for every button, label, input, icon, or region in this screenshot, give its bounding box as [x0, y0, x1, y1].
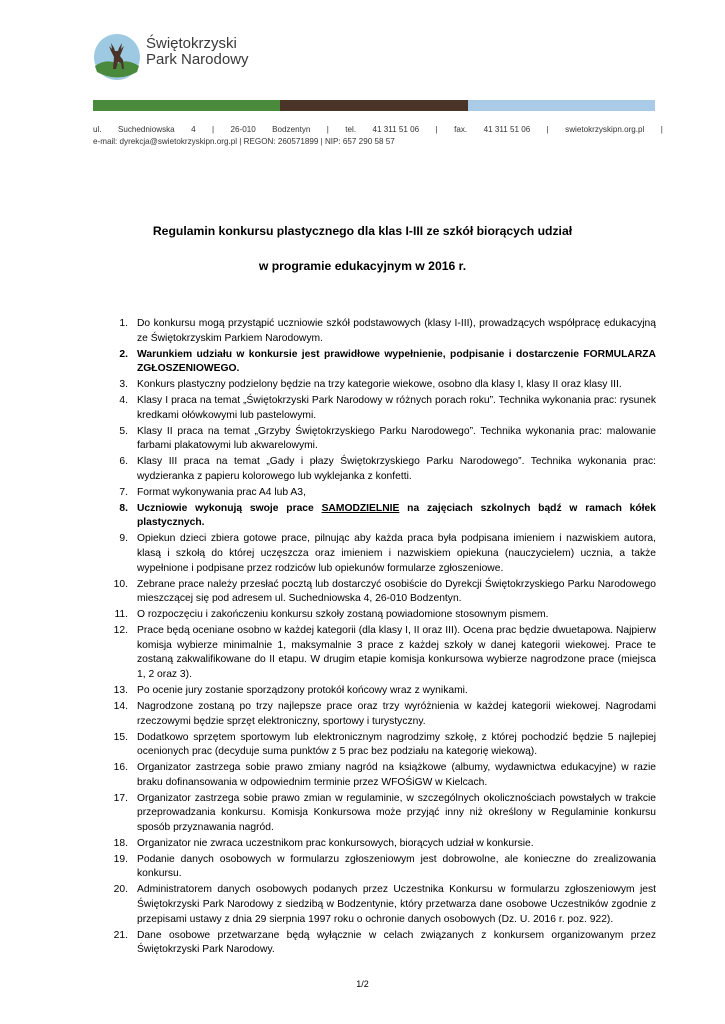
rule-text: Podanie danych osobowych w formularzu zgłoszeniowym jest dobrowolne, ale konieczne do zrealizowania konkursu.	[137, 853, 656, 880]
rule-number: 14.	[113, 700, 128, 712]
logo-wordmark	[146, 36, 249, 68]
document-title-line1: Regulamin konkursu plastycznego dla klas I-III ze szkół biorących udział	[152, 224, 573, 238]
rule-text: Klasy II praca na temat „Grzyby Świętokrzyskiego Parku Narodowego”. Technika wykonania prac: malowanie farbami plakatowymi lub akwarelowymi.	[137, 425, 656, 452]
rule-item	[110, 883, 656, 927]
rule-text: Organizator zastrzega sobie prawo zmian w regulaminie, w szczególnych okolicznościach powstałych w trakcie przeprowadzania konkursu. Komisja Konkursowa może przyjąć inny niż określony w Regulaminie konkursu sposób przyznawania nagród.	[137, 792, 656, 833]
document-title-line2: w programie edukacyjnym w 2016 r.	[258, 259, 467, 273]
color-bar-green	[93, 100, 280, 111]
address-part: Suchedniowska	[117, 125, 175, 134]
rule-text: Zebrane prace należy przesłać pocztą lub dostarczyć osobiście do Dyrekcji Świętokrzyskiego Parku Narodowego mieszczącej się pod adresem ul. Suchedniowska 4, 26-010 Bodzentyn.	[137, 578, 656, 605]
rule-text: Klasy I praca na temat „Świętokrzyski Park Narodowy w różnych porach roku”. Technika wykonania prac: rysunek kredkami ołówkowymi lub pastelowymi.	[137, 395, 656, 421]
rule-number: 12.	[113, 625, 128, 637]
rule-text: Dodatkowo sprzętem sportowym lub elektronicznym nagrodzimy szkołę, z której pochodzić będzie 5 najlepiej ocenionych prac (decyduje suma punktów z 5 prac bez podziału na kategorię wiekową).	[137, 731, 656, 758]
logo-line2: Park Narodowy	[146, 51, 249, 68]
color-bar-brown	[280, 100, 468, 111]
rule-number: 7.	[119, 486, 128, 498]
rule-text: Opiekun dzieci zbiera gotowe prace, pilnując aby każda praca była podpisana imieniem i nazwiskiem autora, klasą i szkołą do której uczęszcza oraz imieniem i nazwiskiem opiekuna (nauczycielem) ucznia, a także wypełnione i podpisane przez rodziców lub opiekunów formularze zgłoszeniowe.	[137, 533, 656, 574]
rule-number: 5.	[119, 425, 128, 437]
contact-address	[93, 124, 663, 147]
rule-item	[110, 532, 656, 576]
address-part: Bodzentyn	[272, 125, 311, 134]
rule-text: Warunkiem udziału w konkursie jest prawidłowe wypełnienie, podpisanie i dostarczenie FORMULARZA ZGŁOSZENIOWEGO.	[137, 348, 656, 375]
rule-text: Organizator zastrzega sobie prawo zmiany nagród na książkowe (albumy, wydawnictwa edukacyjne) w razie braku dofinansowania w odpowiednim terminie przez WFOŚiGW w Kielcach.	[137, 762, 656, 788]
park-logo	[93, 33, 253, 83]
rule-number: 8.	[119, 502, 128, 514]
rule-item	[110, 317, 656, 346]
rule-text: Dane osobowe przetwarzane będą wyłącznie w celach związanych z konkursem organizowanym przez Świętokrzyski Park Narodowy.	[137, 929, 656, 956]
address-part: 41 311 51 06	[483, 125, 531, 134]
logo-line1: Świętokrzyski	[146, 35, 237, 52]
rule-item	[110, 929, 656, 958]
rule-item	[110, 578, 656, 607]
address-part: |	[435, 125, 438, 134]
rule-item	[110, 608, 656, 623]
rule-number: 10.	[113, 578, 128, 590]
rule-item	[110, 378, 656, 393]
rule-item	[110, 455, 656, 484]
rule-item	[110, 837, 656, 852]
rule-number: 19.	[113, 853, 128, 865]
deer-logo-icon	[93, 33, 141, 81]
rule-item	[110, 792, 656, 836]
rules-list	[110, 317, 656, 959]
rule-text: Administratorem danych osobowych podanych przez Uczestnika Konkursu w formularzu zgłoszeniowym jest Świętokrzyski Park Narodowy z siedzibą w Bodzentynie, który przetwarza dane osobowe Uczestników zgodnie z przepisami ustawy z dnia 29 sierpnia 1997 roku o ochronie danych osobowych (Dz. U. 2016 r. poz. 922).	[137, 884, 656, 925]
rule-item	[110, 502, 656, 531]
rule-text: Nagrodzone zostaną po trzy najlepsze prace oraz trzy wyróżnienia w każdej kategorii wiekowej. Nagrodami rzeczowymi będzie sprzęt elektroniczny, sportowy i turystyczny.	[137, 700, 656, 727]
rule-number: 9.	[119, 533, 128, 545]
rule-text: Po ocenie jury zostanie sporządzony protokół końcowy wraz z wynikami.	[137, 684, 468, 696]
address-line-1	[93, 124, 663, 136]
rule-text: Klasy III praca na temat „Gady i płazy Świętokrzyskiego Parku Narodowego”. Technika wykonania prac: wydzieranka z papieru kolorowego lub wyklejanka z konfetti.	[137, 456, 656, 482]
address-part: |	[660, 125, 663, 134]
rule-text: Format wykonywania prac A4 lub A3,	[137, 486, 306, 498]
color-bar-blue	[468, 100, 655, 111]
address-part: 26-010	[230, 125, 256, 134]
address-part: fax.	[454, 125, 468, 134]
rule-item	[110, 731, 656, 760]
rule-item	[110, 348, 656, 377]
rule-number: 6.	[119, 456, 128, 468]
rule-item	[110, 853, 656, 882]
address-part: 4	[191, 125, 196, 134]
rule-number: 18.	[113, 837, 128, 849]
rule-number: 13.	[113, 684, 128, 696]
rule-number: 20.	[113, 884, 128, 896]
rule-item	[110, 761, 656, 790]
rule-emphasis: SAMODZIELNIE	[321, 502, 400, 514]
rule-number: 1.	[119, 318, 128, 329]
address-line-2: e-mail: dyrekcja@swietokrzyskipn.org.pl | REGON: 260571899 | NIP: 657 290 58 57	[93, 136, 395, 146]
rule-item	[110, 486, 656, 501]
rule-number: 2.	[119, 348, 128, 360]
header-color-bar	[93, 100, 655, 111]
address-part: tel.	[345, 125, 357, 134]
address-part: |	[212, 125, 215, 134]
rule-number: 4.	[119, 395, 128, 407]
rule-number: 16.	[113, 762, 128, 774]
rule-number: 15.	[113, 731, 128, 743]
address-part: swietokrzyskipn.org.pl	[565, 125, 645, 134]
rule-text: na zajęciach szkolnych bądź w ramach kółek plastycznych.	[137, 502, 656, 529]
page-number: 1/2	[356, 979, 369, 989]
address-part: ul.	[93, 125, 102, 134]
rule-text: Organizator nie zwraca uczestnikom prac konkursowych, biorących udział w konkursie.	[137, 837, 534, 849]
address-part: 41 311 51 06	[372, 125, 420, 134]
rule-text: Do konkursu mogą przystąpić uczniowie szkół podstawowych (klasy I-III), prowadzących współpracę edukacyjną ze Świętokrzyskim Parkiem Narodowym.	[137, 318, 656, 344]
rule-number: 3.	[119, 379, 128, 391]
address-part: |	[546, 125, 549, 134]
rule-item	[110, 684, 656, 699]
rule-text: Prace będą oceniane osobno w każdej kategorii (dla klasy I, II oraz III). Ocena prac będzie dwuetapowa. Najpierw komisja wybierze minimalnie 1, maksymalnie 3 prace z każdej szkoły w danej kategorii wiekowej. Prace te zostaną zakwalifikowane do II etapu. W drugim etapie komisja konkursowa wybierze nagrodzone prace (miejsca 1, 2 oraz 3).	[137, 625, 656, 680]
rule-text: Uczniowie wykonują swoje prace	[137, 502, 322, 514]
rule-item	[110, 624, 656, 682]
rule-item	[110, 394, 656, 423]
rule-number: 17.	[113, 792, 128, 804]
address-part: |	[326, 125, 329, 134]
rule-number: 11.	[114, 609, 128, 621]
rule-item	[110, 700, 656, 729]
rule-item	[110, 425, 656, 454]
rule-text: O rozpoczęciu i zakończeniu konkursu szkoły zostaną powiadomione stosownym pismem.	[137, 609, 549, 621]
rule-text: Konkurs plastyczny podzielony będzie na trzy kategorie wiekowe, osobno dla klasy I, klasy II oraz klasy III.	[137, 379, 622, 391]
rule-number: 21.	[113, 929, 128, 941]
